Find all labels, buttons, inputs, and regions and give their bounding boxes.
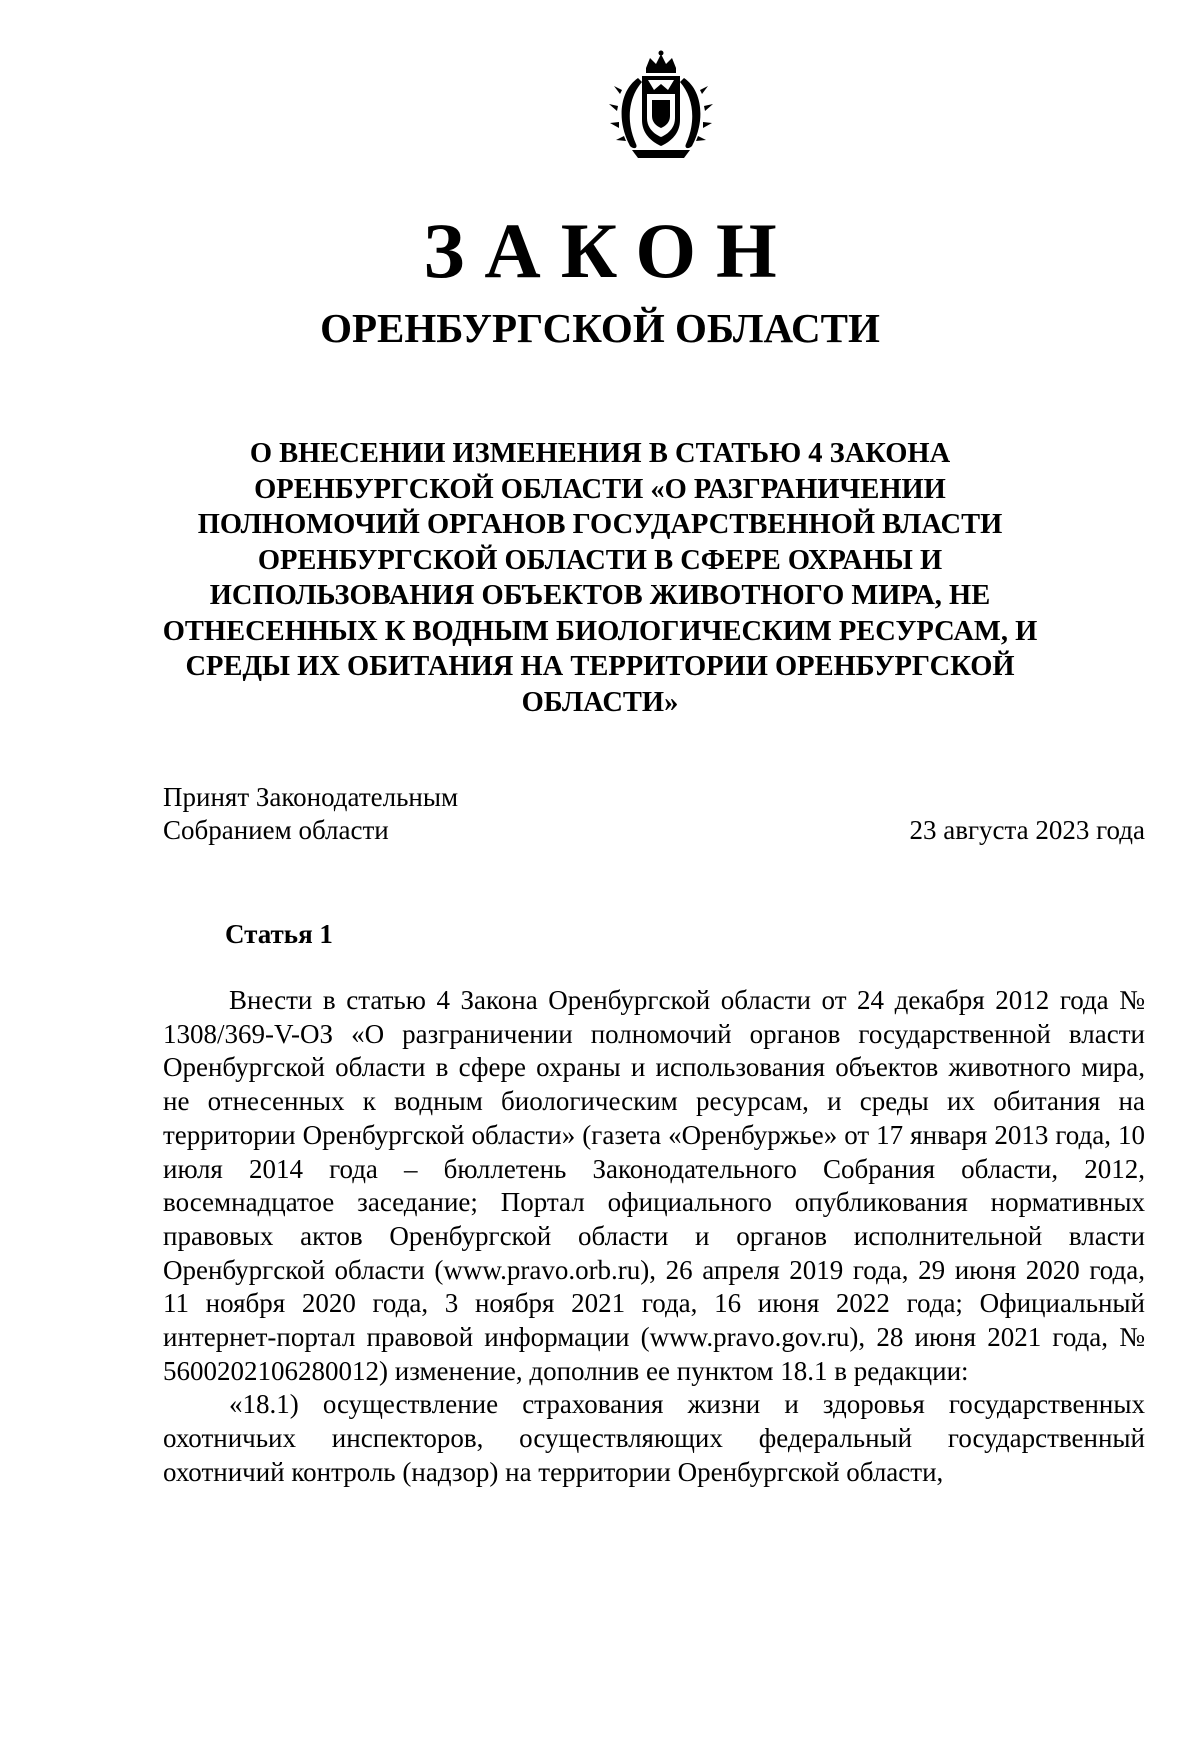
adoption-line-2: Собранием области bbox=[163, 815, 389, 845]
adoption-line-1: Принят Законодательным bbox=[163, 782, 459, 812]
article-paragraph-2: «18.1) осуществление страхования жизни и здоровья государственных охотничьих инспекторов, осуществляющих федеральный государственный охотничий контроль (надзор) на территории Оренбургской области, bbox=[163, 1389, 1145, 1487]
law-subject-heading: О ВНЕСЕНИИ ИЗМЕНЕНИЯ В СТАТЬЮ 4 ЗАКОНА ОРЕНБУРГСКОЙ ОБЛАСТИ «О РАЗГРАНИЧЕНИИ ПОЛНОМОЧИЙ ОРГАНОВ ГОСУДАРСТВЕННОЙ ВЛАСТИ ОРЕНБУРГСКОЙ ОБЛАСТИ В СФЕРЕ ОХРАНЫ И ИСПОЛЬЗОВАНИЯ ОБЪЕКТОВ ЖИВОТНОГО МИРА, НЕ ОТНЕСЕННЫХ К ВОДНЫМ БИОЛОГИЧЕСКИМ РЕСУРСАМ, И СРЕДЫ ИХ ОБИТАНИЯ НА ТЕРРИТОРИИ ОРЕНБУРГСКОЙ ОБЛАСТИ» bbox=[162, 438, 1038, 718]
article-paragraph-1: Внести в статью 4 Закона Оренбургской области от 24 декабря 2012 года № 1308/369-V-ОЗ «О разграничении полномочий органов государственной власти Оренбургской области в сфере охраны и использования объектов животного мира, не отнесенных к водным биологическим ресурсам, и среды их обитания на территории Оренбургской области» (газета «Оренбуржье» от 17 января 2013 года, 10 июля 2014 года – бюллетень Законодательного Собрания области, 2012, восемнадцатое заседание; Портал официального опубликования нормативных правовых актов Оренбургской области и органов исполнительной власти Оренбургской области (www.pravo.orb.ru), 26 апреля 2019 года, 29 июня 2020 года, 11 ноября 2020 года, 3 ноября 2021 года, 16 июня 2022 года; Официальный интернет-портал правовой информации (www.pravo.gov.ru), 28 июня 2021 года, № 5600202106280012) изменение, дополнив ее пунктом 18.1 в редакции: bbox=[163, 985, 1145, 1386]
article-body bbox=[163, 984, 1145, 1490]
coat-of-arms-emblem bbox=[608, 50, 714, 162]
article-heading: Статья 1 bbox=[225, 919, 333, 949]
region-title: ОРЕНБУРГСКОЙ ОБЛАСТИ bbox=[320, 305, 880, 351]
adoption-date: 23 августа 2023 года bbox=[909, 815, 1145, 845]
law-title: ЗАКОН bbox=[423, 207, 797, 294]
adoption-block bbox=[163, 781, 458, 847]
